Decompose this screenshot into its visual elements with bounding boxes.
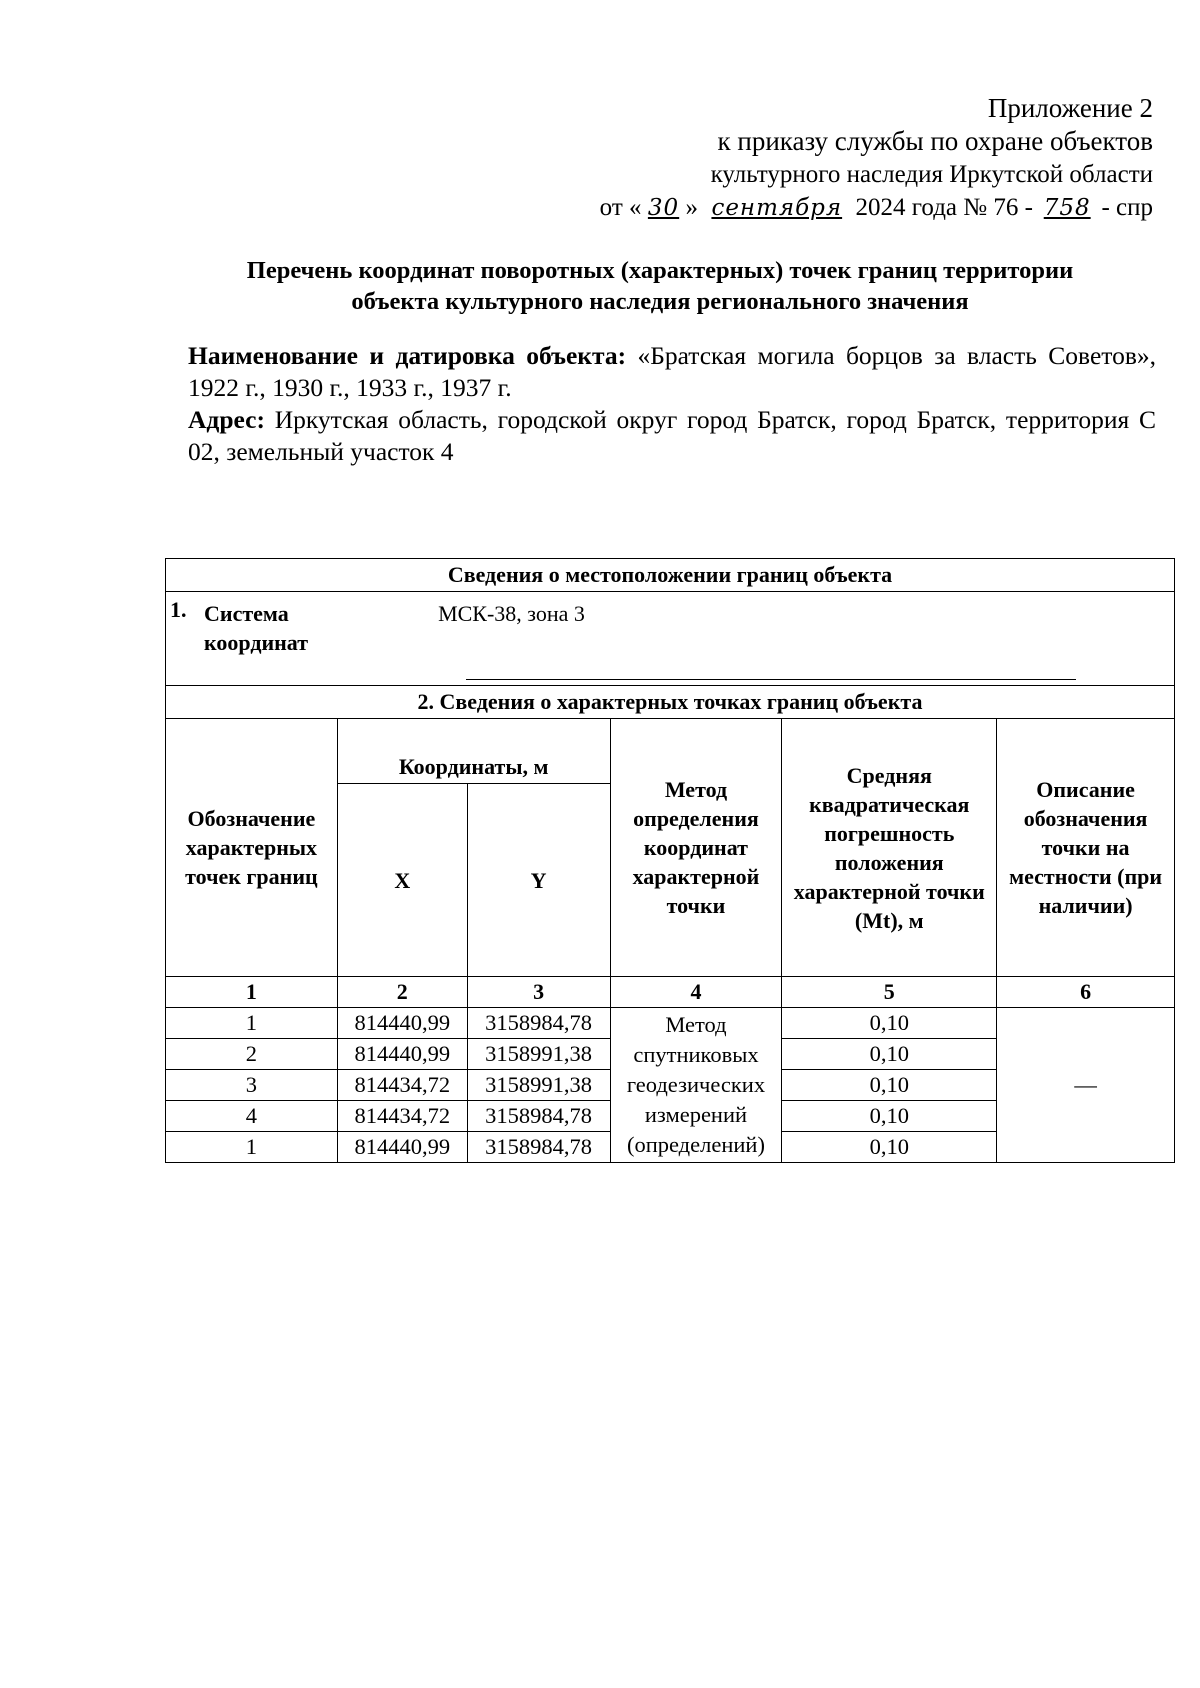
header-x: X [337,784,467,977]
order-reference: к приказу службы по охране объектов [717,126,1153,156]
appendix-title: Приложение 2 [987,93,1153,123]
point-id: 2 [166,1039,338,1070]
table-row [166,1008,1175,1039]
system-label: Система координат [204,601,309,655]
header-method: Метод определения координат характерной точки [610,719,782,977]
column-number: 6 [997,977,1175,1008]
handwritten-day: 30 [647,195,680,221]
system-underline [466,665,1076,680]
accuracy-value: 0,10 [782,1008,997,1039]
object-address: Адрес: Иркутская область, городской округ город Братск, город Братск, территория С 02, земельный участок 4 [188,405,1157,466]
description-value: — [997,1008,1175,1163]
coord-y: 3158991,38 [467,1039,610,1070]
header-description: Описание обозначения точки на местности (при наличии) [997,719,1175,977]
coord-y: 3158984,78 [467,1008,610,1039]
column-number: 5 [782,977,997,1008]
handwritten-month: сентября [711,195,843,221]
header-coordinates: Координаты, м [337,719,610,784]
order-date-line: от « 30 » сентября 2024 года № 76 - 758 - спр [600,191,1153,225]
coord-x: 814440,99 [337,1008,467,1039]
coord-x: 814440,99 [337,1039,467,1070]
accuracy-value: 0,10 [782,1039,997,1070]
column-number-row [166,977,1175,1008]
point-id: 1 [166,1132,338,1163]
handwritten-order-number: 758 [1043,195,1091,221]
column-number: 1 [166,977,338,1008]
header-y: Y [467,784,610,977]
section-points-title: 2. Сведения о характерных точках границ объекта [166,686,1175,719]
method-value: Метод спутниковых геодезических измерений (определений) [610,1008,782,1163]
header-accuracy: Средняя квадратическая погрешность положения характерной точки (Mt), м [782,719,997,977]
coordinate-system-row [166,592,1175,686]
point-id: 4 [166,1101,338,1132]
system-value: МСК-38, зона 3 [438,601,585,626]
document-title: Перечень координат поворотных (характерных) точек границ территории объекта культурного наследия регионального значения [246,257,1074,315]
point-id: 1 [166,1008,338,1039]
coord-y: 3158984,78 [467,1101,610,1132]
coord-x: 814434,72 [337,1070,467,1101]
coord-y: 3158984,78 [467,1132,610,1163]
coord-x: 814440,99 [337,1132,467,1163]
coord-y: 3158991,38 [467,1070,610,1101]
column-number: 3 [467,977,610,1008]
accuracy-value: 0,10 [782,1070,997,1101]
section-location-title: Сведения о местоположении границ объекта [166,559,1175,592]
object-name: Наименование и датировка объекта: «Братская могила борцов за власть Советов», 1922 г., 1930 г., 1933 г., 1937 г. [188,341,1156,402]
accuracy-value: 0,10 [782,1132,997,1163]
system-number: 1. [170,597,187,622]
object-info [188,340,1156,468]
coord-x: 814434,72 [337,1101,467,1132]
header-point-designation: Обозначение характерных точек границ [166,719,338,977]
appendix-header [600,92,1153,225]
point-id: 3 [166,1070,338,1101]
column-number: 2 [337,977,467,1008]
column-number: 4 [610,977,782,1008]
accuracy-value: 0,10 [782,1101,997,1132]
coordinates-table [165,558,1175,1163]
authority-name: культурного наследия Иркутской области [710,161,1153,188]
